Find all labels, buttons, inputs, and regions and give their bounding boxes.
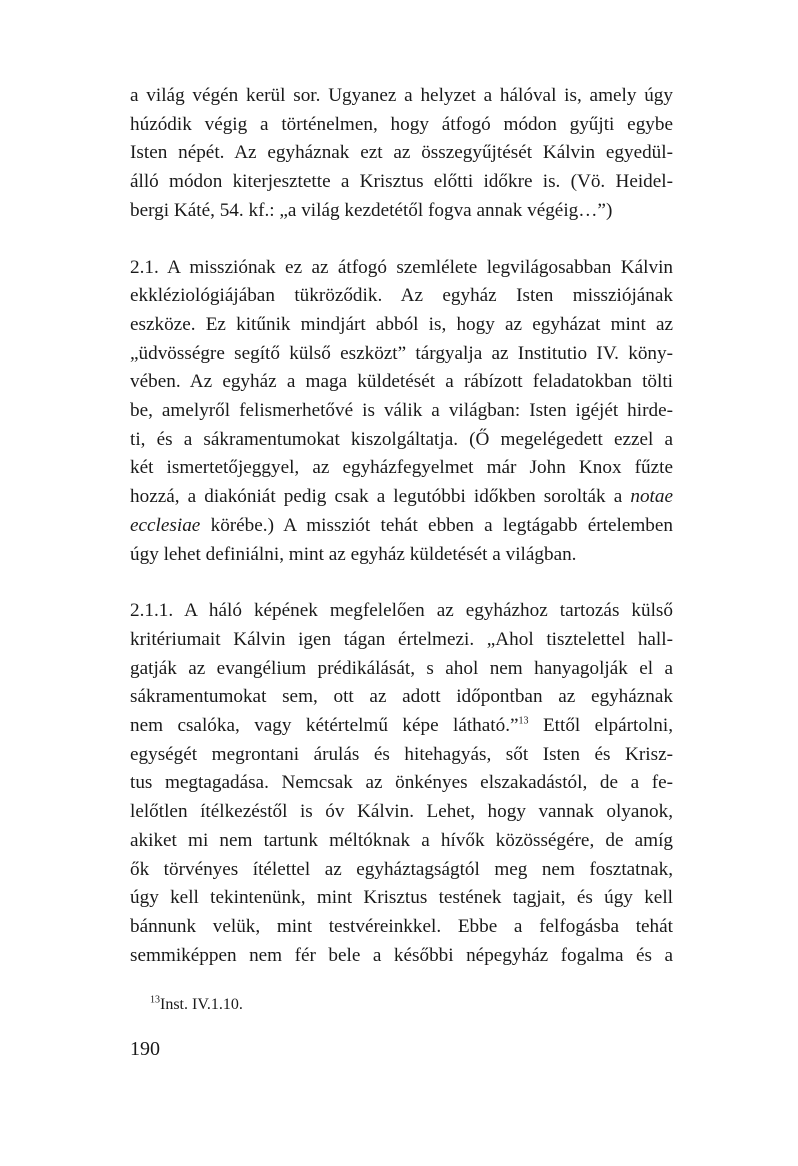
text-line: vében. Az egyház a maga küldetését a rábízott feladatokban tölti xyxy=(130,371,673,393)
text-segment: körébe.) A missziót tehát ebben a legtágabb értelemben xyxy=(210,514,674,536)
paragraph-2-1-1 xyxy=(130,597,673,970)
footnote-text: Inst. IV.1.10. xyxy=(160,996,243,1013)
text-segment: nem csalóka, vagy kétértelmű képe látható.” xyxy=(130,715,519,737)
text-line: Isten népét. Az egyháznak ezt az összegyűjtését Kálvin egyedül- xyxy=(130,142,673,164)
text-line: lelőtlen ítélkezéstől is óv Kálvin. Lehet, hogy vannak olyanok, xyxy=(130,801,673,823)
text-line: ekkléziológiájában tükröződik. Az egyház Isten missziójának xyxy=(130,285,673,307)
footnote xyxy=(150,995,243,1015)
text-line: 2.1. A missziónak ez az átfogó szemlélete legvilágosabban Kálvin xyxy=(130,256,673,278)
text-line: két ismertetőjeggyel, az egyházfegyelmet már John Knox fűzte xyxy=(130,457,673,479)
italic-term: ecclesiae xyxy=(130,514,201,536)
text-line: tus megtagadása. Nemcsak az önkényes elszakadástól, de a fe- xyxy=(130,772,673,794)
text-line: kritériumait Kálvin igen tágan értelmezi. „Ahol tisztelettel hall- xyxy=(130,628,673,650)
text-line: húzódik végig a történelmen, hogy átfogó módon gyűjti egybe xyxy=(130,113,673,135)
text-line: akiket mi nem tartunk méltóknak a hívők közösségére, de amíg xyxy=(130,829,673,851)
text-segment: Ettől elpártolni, xyxy=(528,715,673,737)
paragraph-2-1 xyxy=(130,254,673,570)
footnote-number: 13 xyxy=(150,994,160,1006)
text-segment: hozzá, a diakóniát pedig csak a legutóbbi időkben sorolták a xyxy=(130,486,623,508)
text-line: bergi Káté, 54. kf.: „a világ kezdetétől fogva annak végéig…”) xyxy=(130,199,613,221)
italic-term: notae xyxy=(630,486,673,508)
body-text xyxy=(130,82,673,970)
text-line: ők törvényes ítélettel az egyháztagságtól meg nem fosztatnak, xyxy=(130,858,673,880)
text-line-with-italic xyxy=(130,512,673,541)
paragraph-1 xyxy=(130,82,673,226)
text-line: álló módon kiterjesztette a Krisztus előtti időkre is. (Vö. Heidel- xyxy=(130,171,673,193)
text-line: sákramentumokat sem, ott az adott időpontban az egyháznak xyxy=(130,686,673,708)
text-line: úgy kell tekintenünk, mint Krisztus testének tagjait, és úgy kell xyxy=(130,887,673,909)
text-line: egységét megrontani árulás és hitehagyás, sőt Isten és Krisz- xyxy=(130,743,673,765)
footnote-reference[interactable]: 13 xyxy=(518,715,529,727)
text-line: eszköze. Ez kitűnik mindjárt abból is, hogy az egyházat mint az xyxy=(130,313,673,335)
text-line: „üdvösségre segítő külső eszközt” tárgyalja az Institutio IV. köny- xyxy=(130,342,673,364)
text-line: be, amelyről felismerhetővé is válik a világban: Isten igéjét hirde- xyxy=(130,400,673,422)
text-line: gatják az evangélium prédikálását, s ahol nem hanyagolják el a xyxy=(130,657,673,679)
page-number: 190 xyxy=(130,1038,160,1060)
text-line: bánnunk velük, mint testvéreinkkel. Ebbe a felfogásba tehát xyxy=(130,915,673,937)
text-line: ti, és a sákramentumokat kiszolgáltatja. (Ő megelégedett ezzel a xyxy=(130,428,673,450)
text-line-with-italic xyxy=(130,483,673,512)
text-line-with-footnote-ref xyxy=(130,712,673,741)
text-line: semmiképpen nem fér bele a későbbi népegyház fogalma és a xyxy=(130,944,673,966)
text-line: úgy lehet definiálni, mint az egyház küldetését a világban. xyxy=(130,543,577,565)
text-line: 2.1.1. A háló képének megfelelően az egyházhoz tartozás külső xyxy=(130,600,673,622)
text-line: a világ végén kerül sor. Ugyanez a helyzet a hálóval is, amely úgy xyxy=(130,85,673,106)
